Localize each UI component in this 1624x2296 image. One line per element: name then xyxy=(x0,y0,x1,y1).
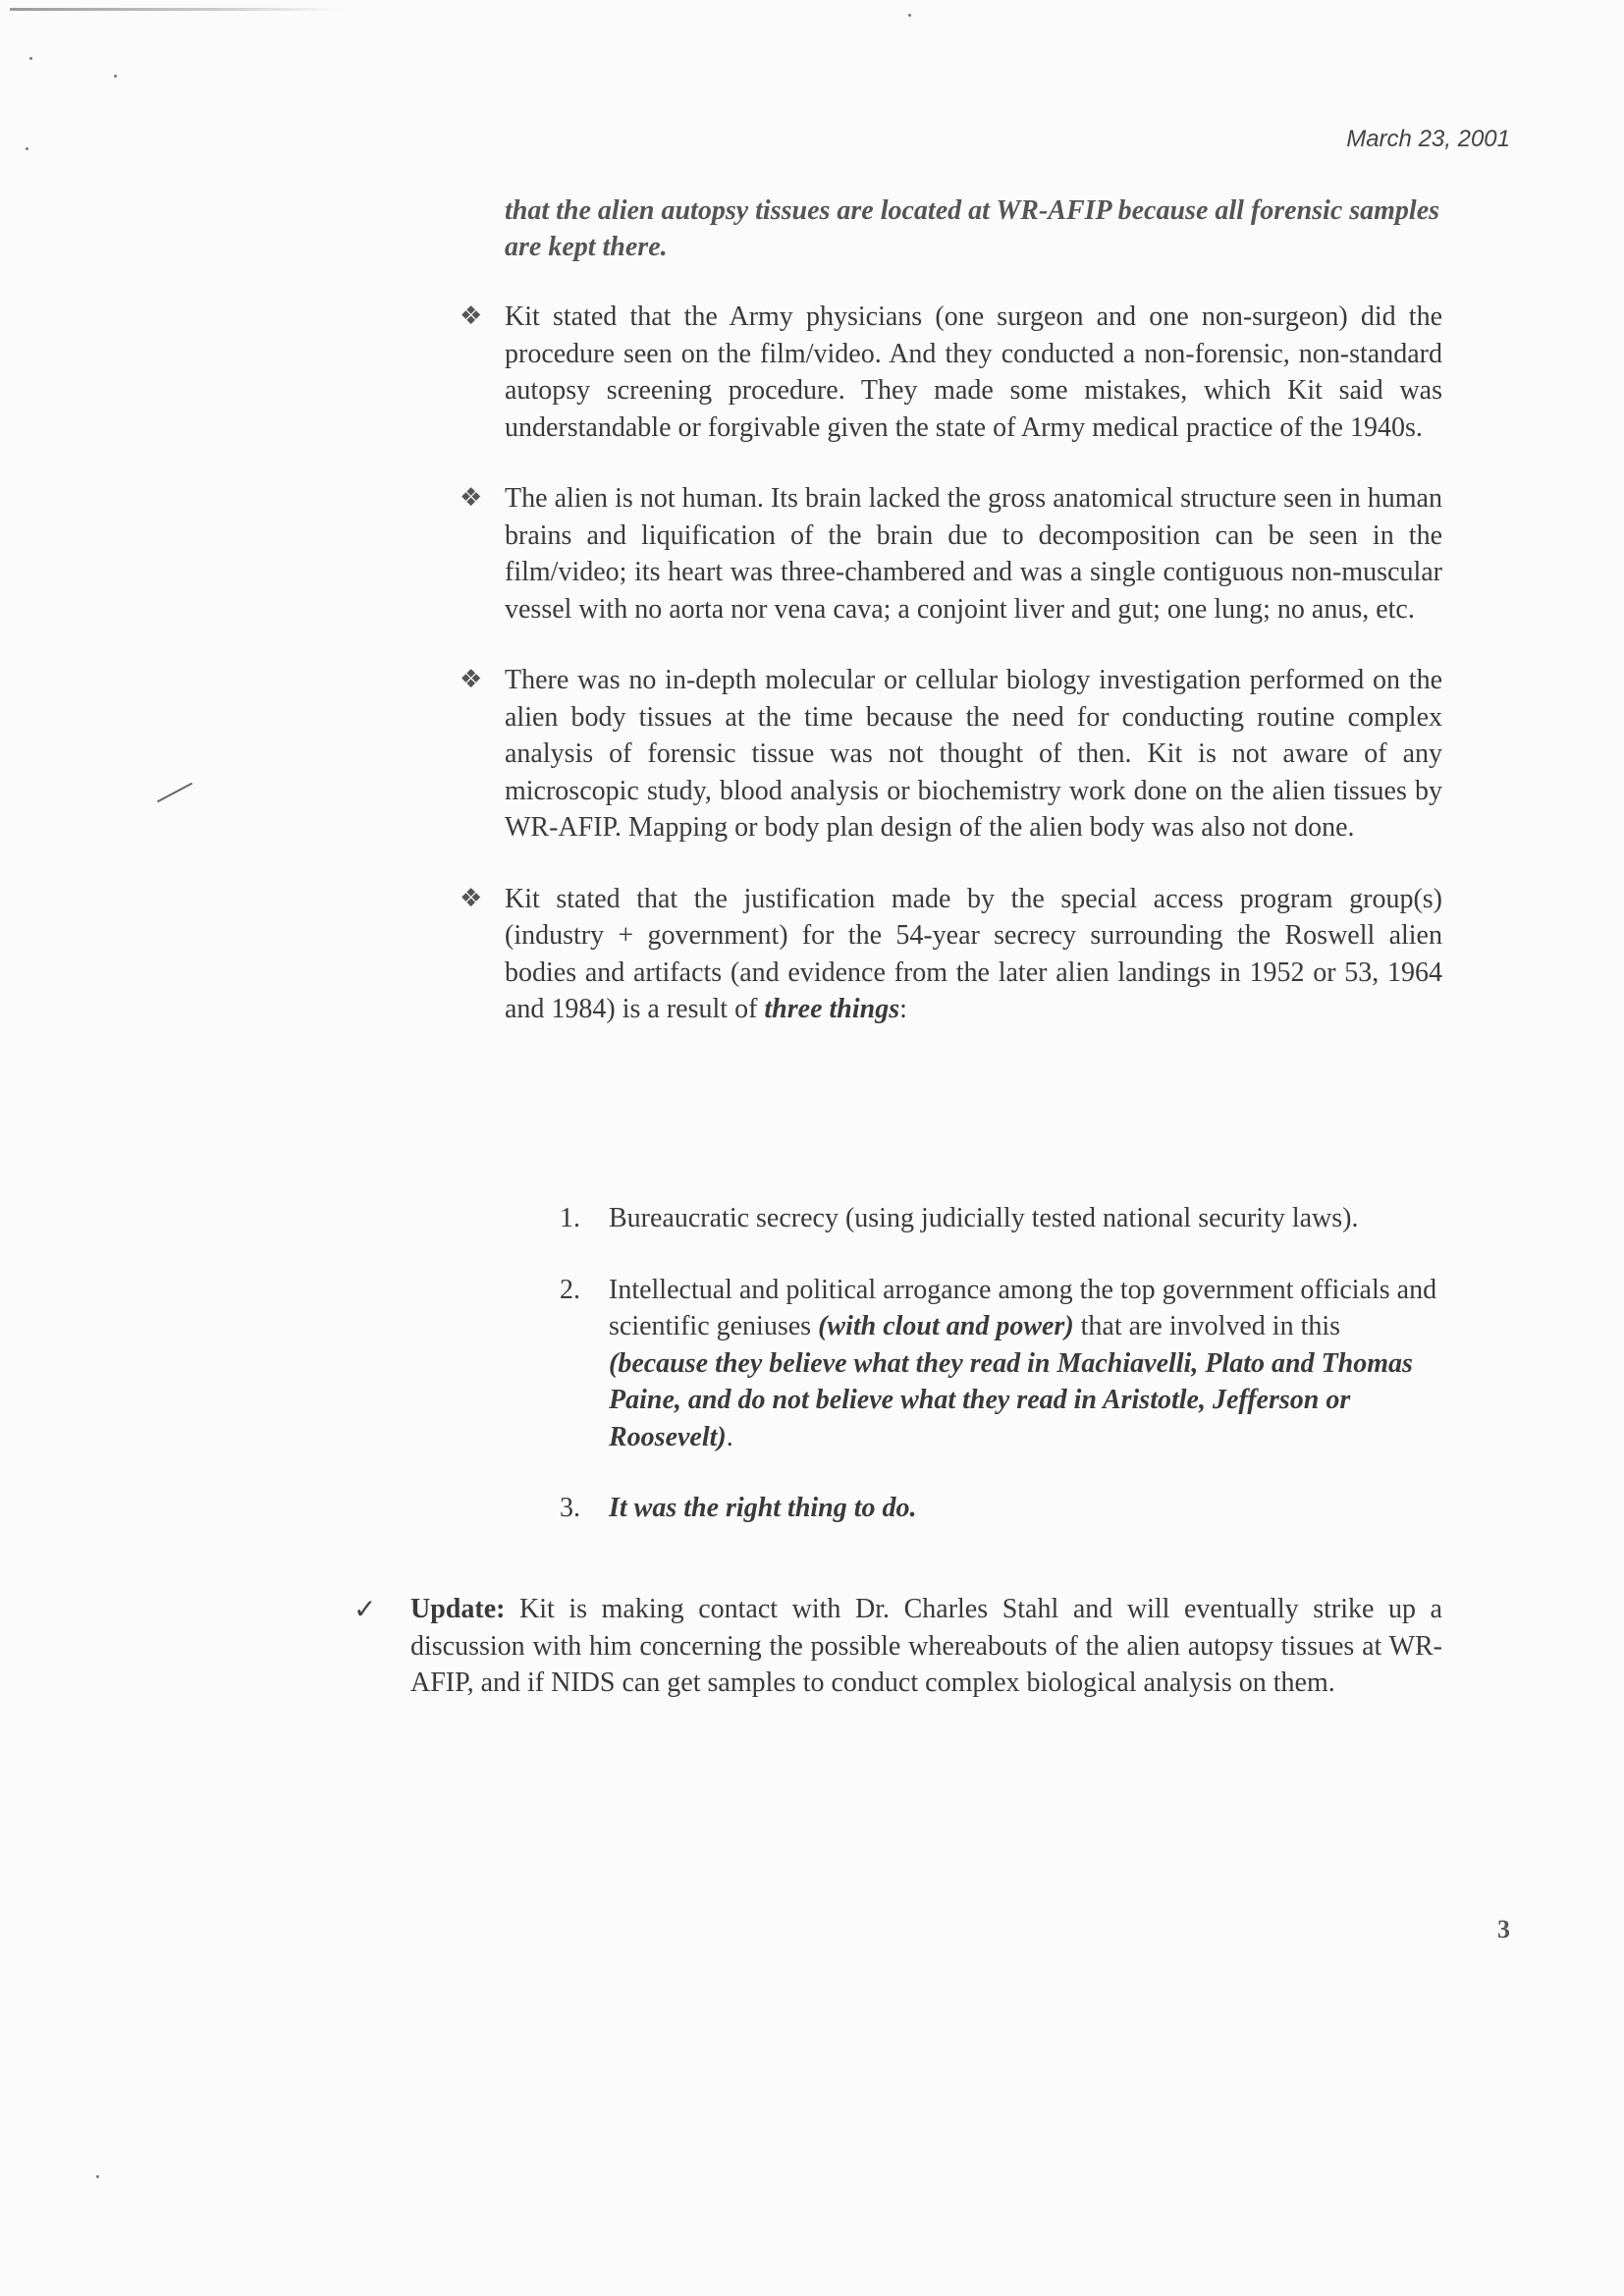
document-date: March 23, 2001 xyxy=(1346,126,1510,152)
bullet-text: The alien is not human. Its brain lacked the gross anatomical structure seen in human brains and liquification of the brain due to decomposition can be seen in the film/video; its heart was three-chambered and was a single contiguous non-muscular vessel with no aorta nor vena cava; a conjoint liver and gut; one lung; no anus, etc. xyxy=(505,483,1442,625)
diamond-bullet-icon: ❖ xyxy=(460,883,483,913)
scan-speck xyxy=(26,147,28,150)
item-text: . xyxy=(726,1421,733,1452)
item-number: 2. xyxy=(560,1274,580,1305)
bullet-text-end: : xyxy=(899,994,907,1024)
bullet-item xyxy=(456,662,1442,847)
scan-speck xyxy=(29,57,32,60)
numbered-item xyxy=(550,1272,1442,1456)
numbered-list xyxy=(550,1200,1442,1561)
diamond-bullet-icon: ❖ xyxy=(460,665,483,694)
item-text: that are involved in this xyxy=(1073,1311,1341,1341)
bullet-text: There was no in-depth molecular or cellular biology investigation performed on the alien body tissues at the time because the need for conducting routine complex analysis of forensic tissue was not thought of then. Kit is not aware of any microscopic study, blood analysis or biochemistry work done on the alien tissues by WR-AFIP. Mapping or body plan design of the alien body was also not done. xyxy=(505,665,1442,843)
item-text: Bureaucratic secrecy (using judicially tested national security laws). xyxy=(609,1203,1359,1233)
update-text: Kit is making contact with Dr. Charles Stahl and will eventually strike up a discussion with him concerning the possible whereabouts of the alien autopsy tissues at WR-AFIP, and if NIDS can get samples to conduct complex biological analysis on them. xyxy=(410,1594,1442,1698)
intro-paragraph: that the alien autopsy tissues are located at WR-AFIP because all forensic samples are kept there. xyxy=(505,195,1440,262)
item-emphasis: It was the right thing to do. xyxy=(609,1493,917,1523)
page-number: 3 xyxy=(1497,1915,1510,1943)
bullet-text: Kit stated that the Army physicians (one surgeon and one non-surgeon) did the procedure seen on the film/video. And they conducted a non-forensic, non-standard autopsy screening procedure. They made some mistakes, which Kit said was understandable or forgivable given the state of Army medical practice of the 1940s. xyxy=(505,301,1442,443)
item-text: Intellectual and political arrogance among the top government officials and scientific geniuses xyxy=(609,1274,1437,1341)
update-note xyxy=(353,1591,1442,1702)
bullet-item xyxy=(456,299,1442,446)
scan-speck xyxy=(96,2175,99,2178)
bullet-list xyxy=(456,299,1442,1063)
scan-artifact-line xyxy=(10,8,344,11)
checkmark-icon: ✓ xyxy=(353,1593,377,1625)
item-emphasis: (with clout and power) xyxy=(818,1311,1074,1341)
item-emphasis: (because they believe what they read in Machiavelli, Plato and Thomas Paine, and do not believe what they read in Aristotle, Jefferson or Roosevelt) xyxy=(609,1347,1413,1452)
update-text-block xyxy=(410,1591,1442,1702)
item-number: 1. xyxy=(560,1203,580,1233)
scan-stray-mark xyxy=(157,783,192,803)
item-number: 3. xyxy=(560,1493,580,1523)
diamond-bullet-icon: ❖ xyxy=(460,483,483,513)
diamond-bullet-icon: ❖ xyxy=(460,301,483,331)
bullet-text: Kit stated that the justification made by the special access program group(s) (industry + government) for the 54-year secrecy surrounding the Roswell alien bodies and artifacts (and evidence from the later alien landings in 1952 or 53, 1964 and 1984) is a result of xyxy=(505,883,1442,1024)
bullet-item xyxy=(456,881,1442,1028)
update-label: Update: xyxy=(410,1594,506,1624)
bullet-item xyxy=(456,480,1442,628)
bullet-emphasis: three things xyxy=(764,994,900,1024)
scan-speck xyxy=(114,75,117,78)
scan-speck xyxy=(908,14,911,17)
numbered-item xyxy=(550,1200,1442,1237)
numbered-item xyxy=(550,1490,1442,1527)
